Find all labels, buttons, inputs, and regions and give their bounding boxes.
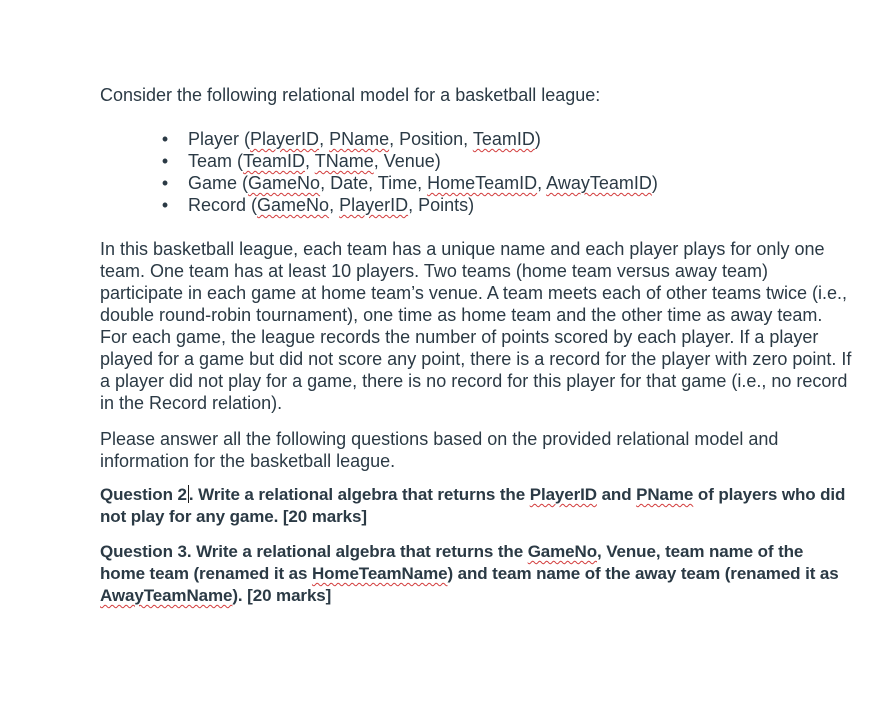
attribute: GameNo <box>257 195 330 215</box>
question-2-paragraph[interactable]: Question 2 . Write a relational algebra that returns the PlayerID and PName of players who did not play for any game. [20 marks] <box>100 485 846 526</box>
bullet-icon: • <box>161 129 169 149</box>
attribute: GameNo <box>248 173 321 193</box>
question-3-paragraph[interactable]: Question 3. Write a relational algebra that returns the GameNo, Venue, team name of the home team (renamed it as HomeTeamName) and team name of the away team (renamed it as AwayTeamName). [20 marks] <box>100 542 839 605</box>
attribute: TeamID <box>243 151 306 171</box>
relation-name: Record <box>188 195 247 215</box>
relation-player: • Player (PlayerID, PName, Position, TeamID) <box>161 129 541 149</box>
attribute: PlayerID <box>339 195 409 215</box>
relation-name: Team <box>188 151 233 171</box>
intro-paragraph: Consider the following relational model for a basketball league: <box>100 85 601 105</box>
attribute: AwayTeamID <box>546 173 652 193</box>
bullet-icon: • <box>161 195 169 215</box>
instruction-paragraph: Please answer all the following questions based on the provided relational model and information for the basketball league. <box>100 429 779 471</box>
document-page <box>100 84 852 607</box>
attribute: HomeTeamID <box>427 173 538 193</box>
attribute: TeamID <box>472 129 535 149</box>
bullet-icon: • <box>161 151 169 171</box>
attribute: GameNo <box>527 542 597 561</box>
attribute: PlayerID <box>529 485 597 504</box>
attribute: HomeTeamName <box>311 564 448 583</box>
attribute: TName <box>314 151 374 171</box>
attribute: PlayerID <box>250 129 320 149</box>
attribute: AwayTeamName <box>100 586 233 605</box>
relation-team: • Team (TeamID, TName, Venue) <box>161 151 441 171</box>
relation-game: • Game (GameNo, Date, Time, HomeTeamID, AwayTeamID) <box>161 173 658 193</box>
league-description-paragraph: In this basketball league, each team has a unique name and each player plays for only one team. One team has at least 10 players. Two teams (home team versus away team) participate in each game at home team’s venue. A team meets each of other teams twice (i.e., double round-robin tournament), one time as home team and the other time as away team. For each game, the league records the number of points scored by each player. If a player played for a game but did not score any point, there is a record for the player with zero point. If a player did not play for a game, there is no record for this player for that game (i.e., no record in the Record relation). <box>100 239 852 413</box>
attribute: PName <box>329 129 390 149</box>
relation-list <box>100 128 852 216</box>
attribute: PName <box>636 485 694 504</box>
bullet-icon: • <box>161 173 169 193</box>
relation-name: Player <box>188 129 240 149</box>
relation-name: Game <box>188 173 238 193</box>
question-2-label: Question 2 <box>100 485 187 504</box>
relation-record: • Record (GameNo, PlayerID, Points) <box>161 195 475 215</box>
